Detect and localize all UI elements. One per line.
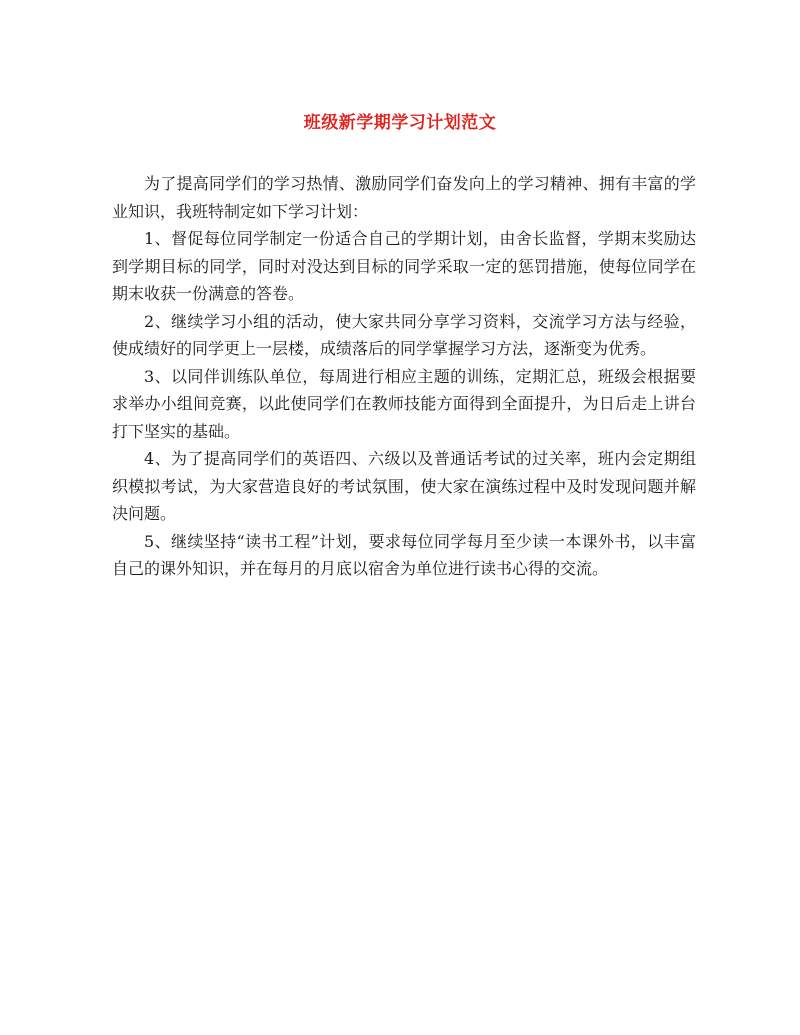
- plan-item-2: 2、继续学习小组的活动，使大家共同分享学习资料，交流学习方法与经验，使成绩好的同学更上一层楼，成绩落后的同学掌握学习方法，逐渐变为优秀。: [112, 311, 696, 358]
- plan-item-4: 4、为了提高同学们的英语四、六级以及普通话考试的过关率，班内会定期组织模拟考试，为大家营造良好的考试氛围，使大家在演练过程中及时发现问题并解决问题。: [112, 449, 696, 523]
- plan-item-1: 1、督促每位同学制定一份适合自己的学期计划，由舍长监督，学期末奖励达到学期目标的同学，同时对没达到目标的同学采取一定的惩罚措施，使每位同学在期末收获一份满意的答卷。: [112, 229, 696, 303]
- document-body: [112, 170, 696, 583]
- intro-paragraph: 为了提高同学们的学习热情、激励同学们奋发向上的学习精神、拥有丰富的学业知识，我班特制定如下学习计划：: [112, 174, 696, 221]
- plan-item-3: 3、以同伴训练队单位，每周进行相应主题的训练，定期汇总，班级会根据要求举办小组间竞赛，以此使同学们在教师技能方面得到全面提升，为日后走上讲台打下坚实的基础。: [112, 366, 696, 441]
- plan-item-5: 5、继续坚持“读书工程”计划，要求每位同学每月至少读一本课外书，以丰富自己的课外知识，并在每月的月底以宿舍为单位进行读书心得的交流。: [112, 531, 696, 578]
- document-title: 班级新学期学习计划范文: [303, 113, 497, 133]
